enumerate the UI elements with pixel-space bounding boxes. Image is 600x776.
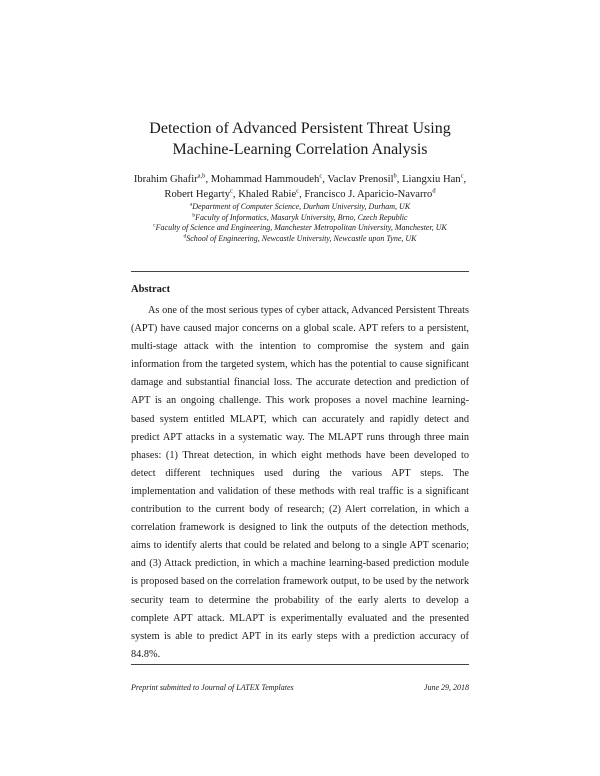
author-name: Mohammad Hammoudeh	[210, 174, 320, 185]
title-line-2: Machine-Learning Correlation Analysis	[172, 141, 428, 158]
affiliation-text: Faculty of Informatics, Masaryk University, Brno, Czech Republic	[195, 212, 408, 222]
author-separator: ,	[463, 174, 467, 185]
affiliation-text: Department of Computer Science, Durham University, Durham, UK	[192, 202, 411, 211]
author-separator: ,	[205, 174, 211, 185]
author-separator: ,	[299, 189, 305, 200]
affiliation-text: School of Engineering, Newcastle University, Newcastle upon Tyne, UK	[186, 233, 417, 243]
footer-preprint-note: Preprint submitted to Journal of LATEX Templates	[131, 683, 294, 692]
affiliation-mark: a	[189, 201, 193, 208]
footer-date: June 29, 2018	[423, 683, 469, 692]
author-affil-mark: c	[319, 172, 323, 180]
affiliation-list	[100, 202, 500, 244]
author-name: Khaled Rabie	[238, 189, 297, 200]
affiliation-text: Faculty of Science and Engineering, Manchester Metropolitan University, Manchester, UK	[155, 223, 447, 232]
paper-title	[0, 118, 600, 160]
author-name: Ibrahim Ghafir	[133, 174, 198, 185]
abstract-bottom-rule	[131, 664, 469, 665]
affiliation	[100, 202, 500, 213]
affiliation-mark: b	[192, 211, 196, 218]
affiliation	[100, 213, 500, 224]
affiliation	[100, 234, 500, 245]
author-affil-mark: c	[460, 172, 464, 180]
author-name: Robert Hegarty	[164, 189, 231, 200]
author-name: Liangxiu Han	[402, 174, 461, 185]
title-line-1: Detection of Advanced Persistent Threat Using	[149, 120, 451, 137]
abstract-top-rule	[131, 271, 469, 272]
author-affil-mark: a,b	[197, 172, 206, 180]
author-name: Vaclav Prenosil	[327, 174, 394, 185]
author-separator: ,	[396, 174, 403, 185]
abstract-body: As one of the most serious types of cyber attack, Advanced Persistent Threats (APT) have caused major concerns on a global scale. APT refers to a persistent, multi-stage attack with the intention to compromise the system and gain information from the targeted system, which has the potential to cause significant damage and substantial financial loss. The accurate detection and prediction of APT is an ongoing challenge. This work proposes a novel machine learning-based system entitled MLAPT, which can accurately and rapidly detect and predict APT attacks in a systematic way. The MLAPT runs through three main phases: (1) Threat detection, in which eight methods have been developed to detect different techniques used during the various APT steps. The implementation and validation of these methods with real traffic is a significant contribution to the current body of research; (2) Alert correlation, in which a correlation framework is designed to link the outputs of the detection methods, aims to identify alerts that could be related and belong to a single APT scenario; and (3) Attack prediction, in which a machine learning-based prediction module is proposed based on the correlation framework output, to be used by the network security team to determine the probability of the early alerts to develop a complete APT attack. MLAPT is experimentally evaluated and the presented system is able to predict APT in its early steps with a prediction accuracy of 84.8%.	[131, 305, 469, 660]
abstract-heading: Abstract	[131, 284, 171, 295]
author-separator: ,	[322, 174, 328, 185]
affiliation-mark: c	[153, 222, 156, 229]
author-affil-mark: c	[296, 187, 300, 195]
affiliation	[100, 223, 500, 234]
author-separator: ,	[232, 189, 239, 200]
author-affil-mark: c	[230, 187, 233, 195]
author-affil-mark: b	[393, 172, 397, 180]
affiliation-mark: d	[183, 232, 187, 239]
author-affil-mark: d	[432, 187, 436, 195]
author-name: Francisco J. Aparicio-Navarro	[304, 189, 433, 200]
author-list	[130, 172, 470, 202]
